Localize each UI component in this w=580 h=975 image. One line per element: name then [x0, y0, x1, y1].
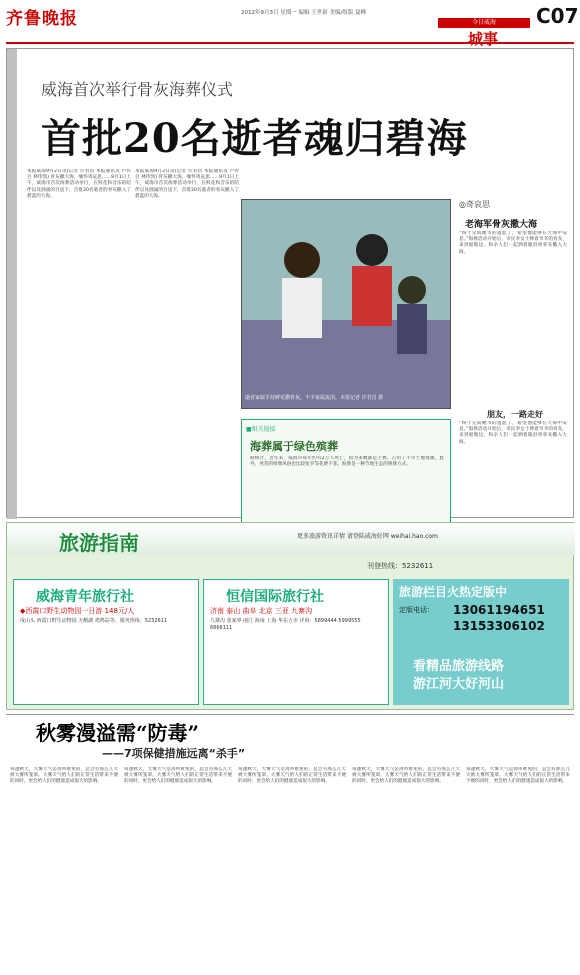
travel-title: 旅游指南: [59, 531, 139, 555]
card-sub: ◆西霞口野生动物园一日游 148元/人: [20, 607, 135, 615]
story-body-col1: 本报威海9月2日讯(记者 许君昌 本报通讯员 卢传 目 林伟凯) 骨灰撒大海，缅怀寄哀思……9月1日上午，威海市首次海葬活动举行，在鲜花和音乐的陪伴以及汹涌的目送下，首批20名逝者的骨灰撒入了碧蓝的大海。: [27, 169, 131, 199]
related-link-tag: ■相关链接: [246, 426, 276, 433]
health-body-col5: 每逢秋天，大雾天气是再所难免的，总会有那么几天被大雾所笼罩。大雾天气给人们的正常生活带来不便的同时，更会给人们的健康造成很大的影响。: [466, 767, 570, 785]
sidebar-body: “终于完成她爷的遗愿了，希望他能够在大海中安息。”海葬活动开始后，市民李女士捧着爷爷的骨灰，来到船舱边，和亲人们一起洒着眼泪将骨灰撒入大海。: [459, 231, 567, 255]
health-subtitle: ——7项保健措施远离“杀手”: [102, 747, 246, 760]
sidebar-title-2: 朋友，一路走好: [487, 410, 543, 419]
travel-ad-panel: [393, 579, 569, 705]
travel-guide: [6, 522, 574, 710]
travel-hotline: 刊登热线：5232611: [367, 562, 434, 570]
newspaper-logo: 齐鲁晚报: [6, 9, 78, 29]
story-subhead: 威海首次举行骨灰海葬仪式: [41, 80, 234, 99]
masthead: [6, 4, 579, 48]
card-sub: 济南 泰山 曲阜 北京 三亚 九寨沟: [210, 607, 313, 615]
ad-slogan-1: 看精品旅游线路: [413, 659, 505, 674]
card-title: 威海青年旅行社: [36, 589, 134, 605]
health-body-col1: 每逢秋天，大雾天气是再所难免的，总会有那么几天被大雾所笼罩。大雾天气给人们的正常生活带来不便的同时，更会给人们的健康造成很大的影响。: [10, 767, 118, 785]
dateline: 2012年9月3日 星期一 编辑 王世新 美编/组版 夏峰: [241, 10, 367, 16]
ad-phone-1: 13061194651: [453, 603, 545, 617]
card-body: 成山头 西霞口野生动物园 天鹅湖 鸡鸣岛等。服务热线：5232611: [20, 618, 168, 624]
related-link-body: 据统计，近年来，威海市每年约有2万人死亡，因为多数都是土葬，占用了不少土地资源。此外，死者的殡葬风俗也比较张罗等花费不菲。海葬是一种节地生态的殡葬方式。: [250, 456, 444, 468]
ad-phone-label: 定版电话：: [399, 606, 434, 614]
travel-card-hengxin: [203, 579, 389, 705]
ad-title: 旅游栏目火热定版中: [399, 585, 508, 599]
section-topic: 今日威海: [438, 18, 530, 28]
card-title: 恒信国际旅行社: [226, 589, 324, 605]
health-body-col4: 每逢秋天，大雾天气是再所难免的，总会有那么几天被大雾所笼罩。大雾天气给人们的正常生活带来不便的同时，更会给人们的健康造成很大的影响。: [352, 767, 460, 785]
side-tag-bar: [7, 49, 17, 519]
health-article: [6, 714, 574, 970]
story-body-col2: 本报威海9月2日讯(记者 许君昌 本报通讯员 卢传 目 林伟凯) 骨灰撒大海，缅怀寄哀思……9月1日上午，威海市首次海葬活动举行，在鲜花和音乐的陪伴以及汹涌的目送下，首批20名逝者的骨灰撒入了碧蓝的大海。: [135, 169, 239, 199]
sidebar-author: ◎奇哀思: [459, 200, 490, 209]
ad-slogan-2: 游江河大好河山: [413, 677, 505, 692]
section-name: 城事: [468, 30, 499, 48]
sidebar-body-2: “终于完成她爷的遗愿了，希望他能够在大海中安息。”海葬活动开始后，市民李女士捧着爷爷的骨灰，来到船舱边，和亲人们一起洒着眼泪将骨灰撒入大海。: [459, 421, 567, 445]
top-story: [6, 48, 574, 518]
page-number: C07: [536, 4, 574, 38]
travel-card-youth: [13, 579, 199, 705]
travel-site-note: 更多旅游资讯详情 请登陆威海好网 weihai.hao.com: [297, 533, 438, 540]
card-body: 九寨沟 张家界 丽江 海南 上海 华东五市 详询：5899444 5999555 6866111: [210, 618, 361, 631]
photo-caption: 逝者家属手持鲜花撒骨灰，不少家属流泪。本报记者 许君昌 摄: [245, 395, 384, 401]
story-photo: [241, 199, 451, 409]
ad-phone-2: 13153306102: [453, 619, 545, 633]
story-headline: 首批20名逝者魂归碧海: [41, 115, 468, 162]
health-title: 秋雾漫溢需“防毒”: [36, 721, 200, 745]
related-link-title: 海葬属于绿色殡葬: [250, 440, 338, 453]
health-body-col2: 每逢秋天，大雾天气是再所难免的，总会有那么几天被大雾所笼罩。大雾天气给人们的正常生活带来不便的同时，更会给人们的健康造成很大的影响。: [124, 767, 232, 785]
sidebar-title: 老海军骨灰撒大海: [465, 220, 538, 230]
health-body-col3: 每逢秋天，大雾天气是再所难免的，总会有那么几天被大雾所笼罩。大雾天气给人们的正常生活带来不便的同时，更会给人们的健康造成很大的影响。: [238, 767, 346, 785]
